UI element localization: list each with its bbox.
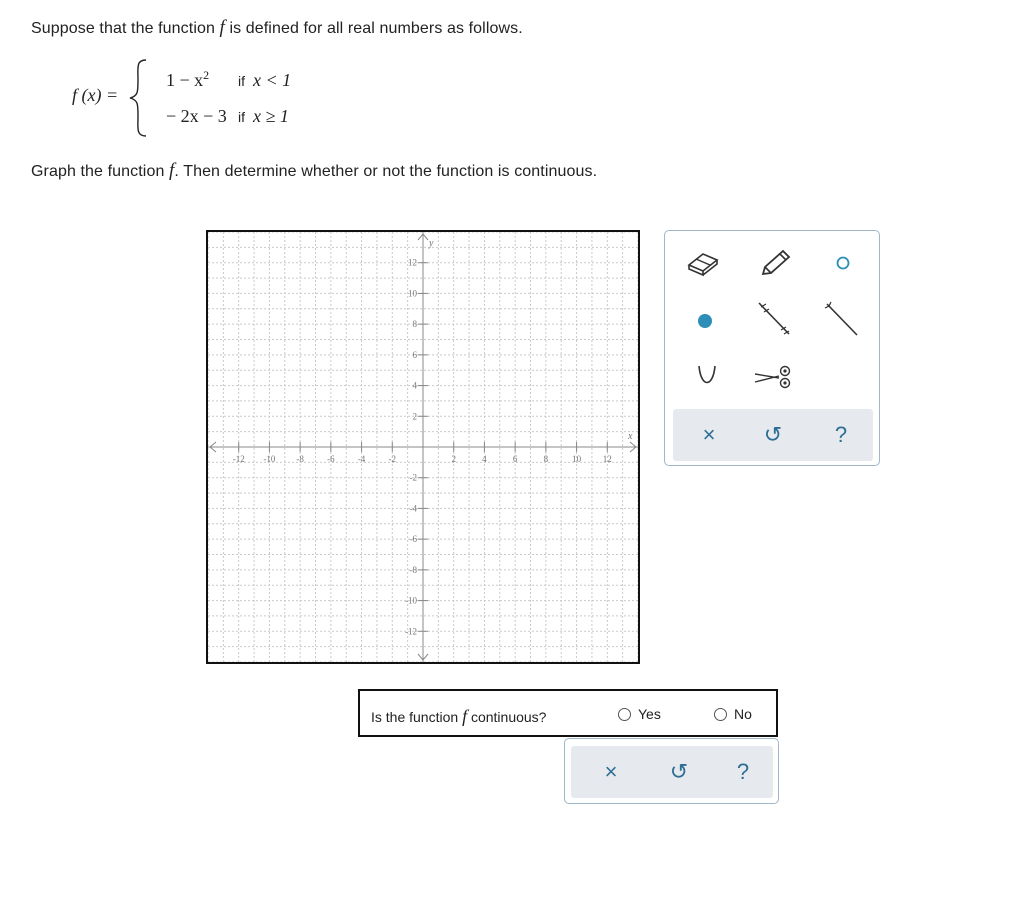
piecewise-row-2 — [166, 106, 289, 127]
x-tick-label: 2 — [451, 454, 456, 464]
prompt-text-end: . Then determine whether or not the function is continuous. — [174, 163, 598, 180]
ray-icon — [821, 300, 861, 338]
prompt-line-1 — [31, 17, 523, 39]
piecewise-definition — [72, 58, 332, 138]
continuity-question — [358, 689, 778, 737]
radio-no[interactable] — [714, 706, 752, 722]
y-axis-label: y — [429, 238, 434, 249]
radio-circle-icon[interactable] — [618, 708, 631, 721]
question-text — [371, 706, 546, 727]
scissors-icon — [753, 362, 793, 392]
piece-if: if — [238, 109, 245, 125]
pencil-tool[interactable] — [755, 245, 795, 281]
answer-help-button[interactable]: ? — [736, 759, 750, 784]
prompt-text-end: is defined for all real numbers as follows. — [224, 20, 523, 37]
graph-canvas[interactable] — [206, 230, 640, 664]
answer-toolbar-bar — [571, 746, 773, 798]
help-button[interactable]: ? — [834, 422, 848, 447]
y-tick-label: -12 — [405, 626, 417, 637]
x-tick-label: 4 — [482, 454, 487, 464]
parabola-icon — [692, 362, 722, 392]
ray-tool[interactable] — [821, 301, 861, 337]
y-tick-label: 10 — [408, 288, 417, 299]
question-post: continuous? — [467, 709, 547, 725]
y-tick-label: -4 — [409, 503, 417, 514]
function-name: f — [169, 160, 175, 181]
piece-condition: x < 1 — [253, 70, 292, 90]
x-tick-label: -10 — [263, 454, 276, 464]
pencil-icon — [757, 248, 793, 278]
function-name: f — [462, 706, 468, 726]
radio-yes[interactable] — [618, 706, 661, 722]
eraser-tool[interactable] — [683, 245, 723, 281]
prompt-line-2 — [31, 160, 597, 182]
radio-circle-icon[interactable] — [714, 708, 727, 721]
x-axis-label: x — [628, 431, 633, 442]
open-point-tool[interactable] — [823, 245, 863, 281]
piecewise-lhs: f (x) = — [72, 85, 119, 105]
y-tick-label: -10 — [405, 595, 417, 606]
x-tick-label: 10 — [572, 454, 582, 464]
radio-yes-label: Yes — [638, 706, 661, 722]
piece-expression: − 2x − 3 — [166, 106, 227, 126]
parabola-tool[interactable] — [687, 359, 727, 395]
piece-exponent: 2 — [203, 68, 210, 82]
x-tick-label: -4 — [357, 454, 366, 464]
segment-tool[interactable] — [755, 301, 795, 337]
x-tick-label: 12 — [602, 454, 612, 464]
left-brace-icon — [124, 58, 154, 138]
coordinate-grid[interactable] — [208, 232, 638, 662]
segment-icon — [755, 300, 795, 338]
closed-point-icon — [695, 311, 715, 331]
prompt-text: Graph the function — [31, 163, 169, 180]
y-tick-label: 4 — [412, 380, 417, 391]
x-tick-label: -2 — [388, 454, 397, 464]
answer-undo-button[interactable]: ↺ — [669, 759, 689, 784]
closed-point-tool[interactable] — [685, 303, 725, 339]
radio-no-label: No — [734, 706, 752, 722]
y-tick-label: -8 — [409, 564, 417, 575]
y-tick-label: -2 — [409, 472, 417, 483]
x-tick-label: 8 — [543, 454, 549, 464]
clear-button[interactable]: × — [702, 422, 716, 447]
x-tick-label: 6 — [512, 454, 518, 464]
answer-toolbar — [564, 738, 779, 804]
undo-button[interactable]: ↺ — [763, 422, 783, 447]
y-tick-label: 2 — [412, 411, 417, 422]
y-tick-label: -6 — [409, 534, 417, 545]
function-name: f — [219, 17, 225, 38]
piece-if: if — [238, 73, 245, 89]
x-tick-label: -8 — [296, 454, 304, 464]
y-tick-label: 8 — [412, 319, 417, 330]
piece-condition: x ≥ 1 — [253, 106, 289, 126]
graph-toolbox — [664, 230, 880, 466]
y-tick-label: 12 — [408, 257, 417, 268]
question-pre: Is the function — [371, 709, 463, 725]
piecewise-row-1 — [166, 68, 291, 91]
x-tick-label: -6 — [327, 454, 335, 464]
toolbox-footer — [673, 409, 873, 461]
answer-clear-button[interactable]: × — [604, 759, 618, 784]
open-point-icon — [834, 254, 852, 272]
scissors-tool[interactable] — [753, 359, 793, 395]
eraser-icon — [685, 249, 721, 277]
x-tick-label: -12 — [232, 454, 245, 464]
piece-expression: 1 − x — [166, 70, 204, 90]
prompt-text: Suppose that the function — [31, 20, 220, 37]
y-tick-label: 6 — [412, 349, 417, 360]
